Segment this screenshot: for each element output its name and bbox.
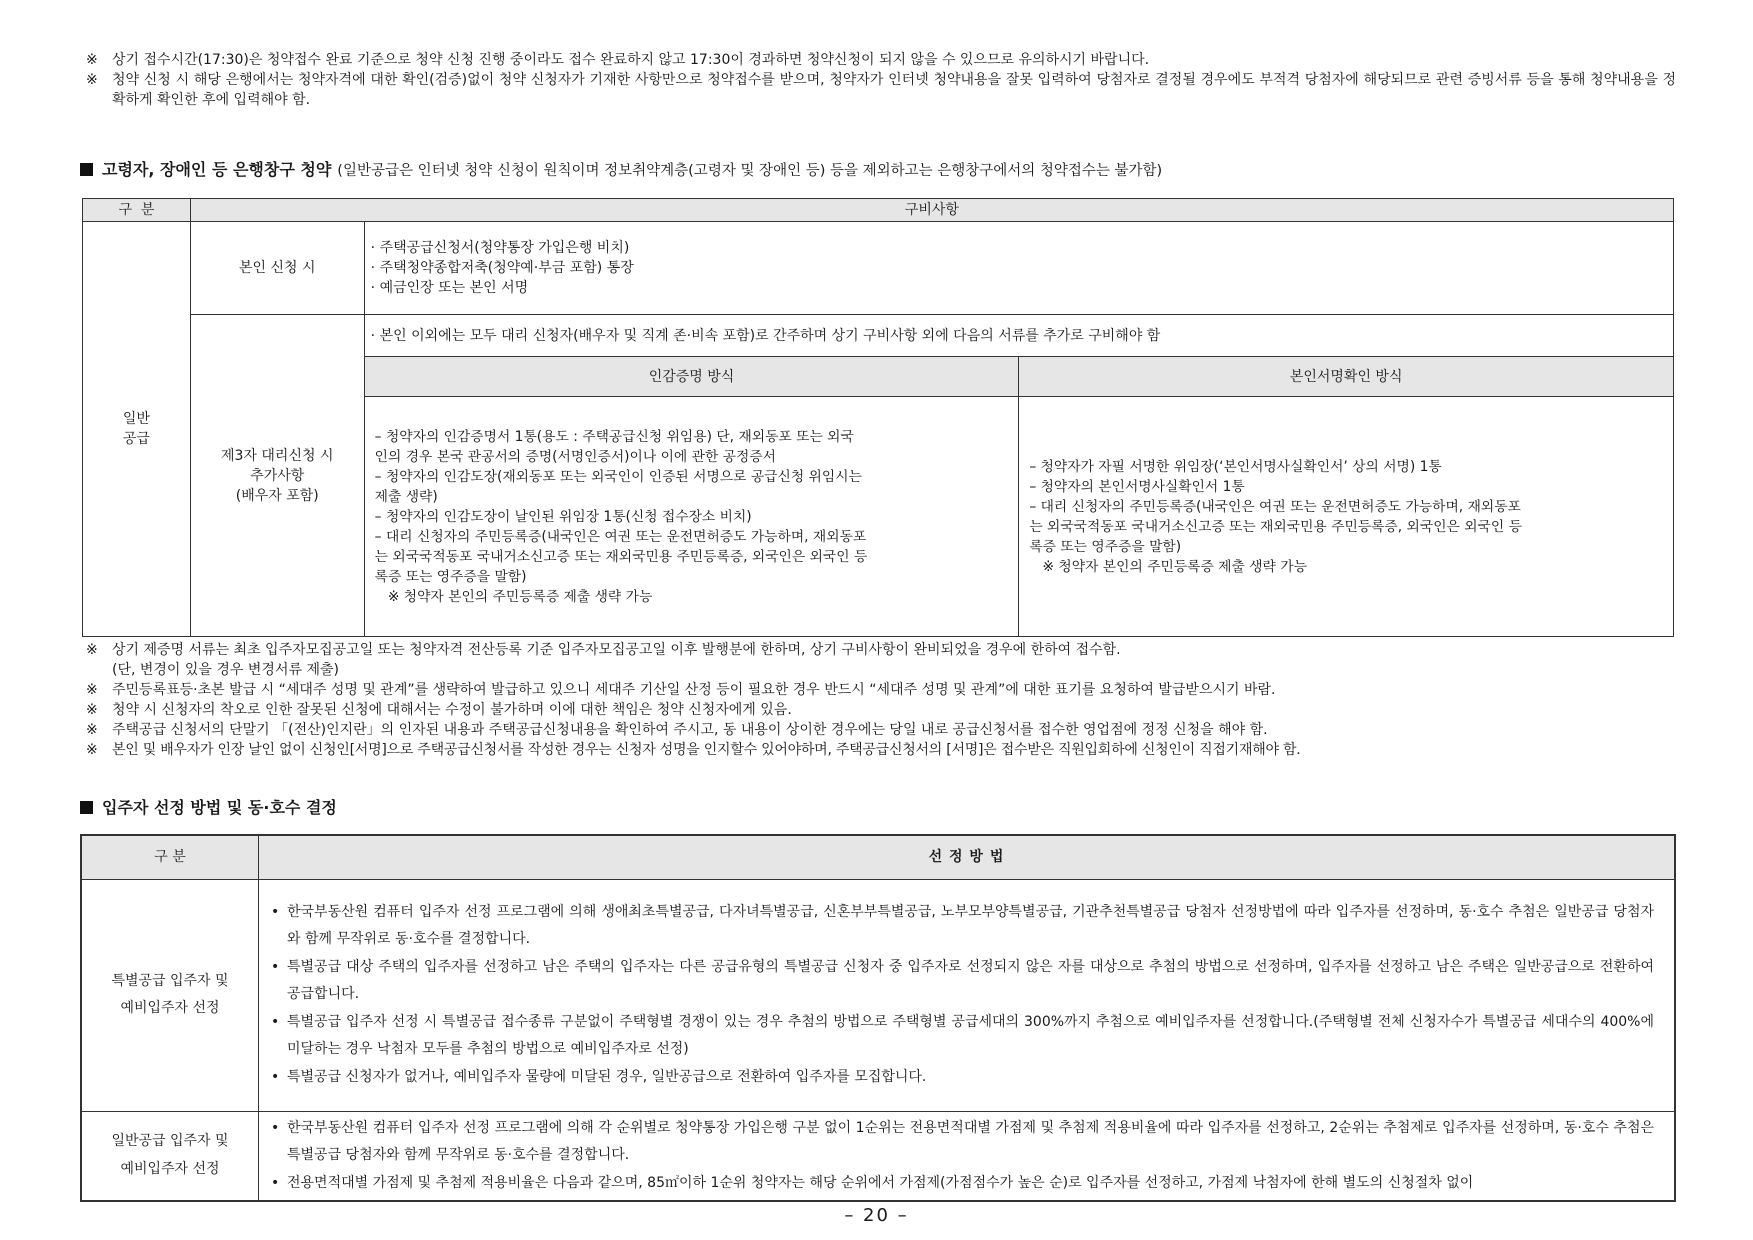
label-line: 제3자 대리신청 시 [221, 447, 334, 464]
note-mark: ※ [86, 72, 98, 88]
note-mark: ※ [86, 52, 98, 68]
detail-line: – 청약자가 자필 서명한 위임장(‘본인서명사실확인서’ 상의 서명) 1통 [1029, 458, 1442, 475]
detail-line: 록증 또는 영주증을 말함) [1029, 538, 1182, 555]
detail-line: – 대리 신청자의 주민등록증(내국인은 여권 또는 운전면허증도 가능하며, 재외동포 [1029, 498, 1521, 515]
table-header-category: 구 분 [83, 199, 191, 222]
detail-line: 인의 경우 본국 관공서의 증명(서명인증서)이나 이에 관한 공정증서 [374, 448, 776, 465]
detail-line: 는 외국국적동포 국내거소신고증 또는 재외국민용 주민등록증, 외국인은 외국인 등 [1029, 518, 1522, 535]
method-seal-details [364, 397, 1019, 637]
note-mark: ※ [86, 702, 98, 718]
detail-line: – 청약자의 본인서명사실확인서 1통 [1029, 478, 1245, 495]
self-requirements [364, 222, 1673, 315]
detail-line: 는 외국국적동포 국내거소신고증 또는 재외국민용 주민등록증, 외국인은 외국인 등 [374, 548, 868, 565]
mid-notes [86, 640, 1676, 760]
detail-line: ※ 청약자 본인의 주민등록증 제출 생략 가능 [374, 588, 653, 605]
note-mark: ※ [86, 682, 98, 698]
note-item [86, 700, 1676, 720]
note-text: 주민등록표등·초본 발급 시 “세대주 성명 및 관계”를 생략하여 발급하고 있으니 세대주 기산일 산정 등이 필요한 경우 반드시 “세대주 성명 및 관계”에 대한 표기를 요청하여 발급받으시기 바람. [112, 682, 1276, 698]
detail-line: – 청약자의 인감도장(재외동포 또는 외국인이 인증된 서명으로 공급신청 위임시는 [374, 468, 862, 485]
detail-line: ※ 청약자 본인의 주민등록증 제출 생략 가능 [1029, 558, 1307, 575]
method-seal-header: 인감증명 방식 [364, 357, 1019, 397]
row-label-general-supply [81, 1111, 259, 1201]
row-group-general-supply: 일반 공급 [83, 222, 191, 637]
note-item [86, 640, 1676, 660]
page-number: – 20 – [844, 1205, 909, 1226]
top-notes [86, 50, 1676, 110]
note-item [86, 70, 1676, 110]
label-line: (배우자 포함) [235, 487, 319, 504]
list-item: • 한국부동산원 컴퓨터 입주자 선정 프로그램에 의해 생애최초특별공급, 다자녀특별공급, 신혼부부특별공급, 노부모부양특별공급, 기관추천특별공급 당첨자 선정방법에 따라 입주자를 선정하며, 동·호수 추첨은 일반공급 당첨자와 함께 무작위로 동·호수를 결정합니다. [269, 899, 1654, 954]
note-text: 본인 및 배우자가 인장 날인 없이 신청인[서명]으로 주택공급신청서를 작성한 경우는 신청자 성명을 인지할수 있어야하며, 주택공급신청서의 [서명]은 접수받은 직원입회하에 신청인이 직접기재해야 함. [112, 742, 1301, 758]
label-line: 예비입주자 선정 [120, 1160, 220, 1177]
note-continuation: (단, 변경이 있을 경우 변경서류 제출) [112, 662, 339, 678]
table-header-category: 구 분 [81, 835, 259, 879]
section-heading [80, 159, 1162, 182]
note-item [86, 680, 1676, 700]
detail-line: – 청약자의 인감도장이 날인된 위임장 1통(신청 접수장소 비치) [374, 508, 752, 525]
note-text: 상기 제증명 서류는 최초 입주자모집공고일 또는 청약자격 전산등록 기준 입주자모집공고일 이후 발행분에 한하며, 상기 구비사항이 완비되었을 경우에 한하여 접수함. [112, 642, 1121, 658]
row-label-self: 본인 신청 시 [190, 222, 364, 315]
note-mark: ※ [86, 642, 98, 658]
table-header-requirements: 구비사항 [190, 199, 1673, 222]
note-item [86, 50, 1676, 70]
list-item: • 특별공급 신청자가 없거나, 예비입주자 물량에 미달된 경우, 일반공급으로 전환하여 입주자를 모집합니다. [269, 1064, 1654, 1092]
list-item: · 예금인장 또는 본인 서명 [370, 280, 529, 296]
selection-method-table [80, 834, 1676, 1202]
label-line: 일반공급 입주자 및 [111, 1133, 229, 1150]
list-item: • 특별공급 대상 주택의 입주자를 선정하고 남은 주택의 입주자는 다른 공급유형의 특별공급 신청자 중 입주자로 선정되지 않은 자를 대상으로 추첨의 방법으로 선정하며, 입주자를 선정하고 남은 주택은 일반공급으로 전환하여 공급합니다. [269, 954, 1654, 1009]
note-text: 주택공급 신청서의 단말기 「(전산)인지란」의 인자된 내용과 주택공급신청내용을 확인하여 주시고, 동 내용이 상이한 경우에는 당일 내로 공급신청서를 접수한 영업점에 정정 신청을 해야 함. [112, 722, 1268, 738]
list-item: • 한국부동산원 컴퓨터 입주자 선정 프로그램에 의해 각 순위별로 청약통장 가입은행 구분 없이 1순위는 전용면적대별 가점제 및 추첨제 적용비율에 따라 입주자를 선정하고, 2순위는 추첨제로 입주자를 선정하며, 동·호수 추첨은 특별공급 당첨자와 함께 무작위로 동·호수를 결정합니다. [269, 1115, 1654, 1170]
note-text: 청약 신청 시 해당 은행에서는 청약자격에 대한 확인(검증)없이 청약 신청자가 기재한 사항만으로 청약접수를 받으며, 청약자가 인터넷 청약내용을 잘못 입력하여 당첨자로 결정될 경우에도 부적격 당첨자에 해당되므로 관련 증빙서류 등을 통해 청약내용을 정확하게 확인한 후에 입력해야 함. [112, 72, 1676, 108]
square-bullet-icon [80, 163, 93, 176]
note-mark: ※ [86, 742, 98, 758]
section-title: 입주자 선정 방법 및 동·호수 결정 [102, 798, 337, 817]
list-item: · 주택공급신청서(청약통장 가입은행 비치) [370, 240, 630, 256]
label-line: 추가사항 [250, 467, 305, 484]
list-item: · 주택청약종합저축(청약예·부금 포함) 통장 [370, 260, 634, 276]
note-text: 청약 시 신청자의 착오로 인한 잘못된 신청에 대해서는 수정이 불가하며 이에 대한 책임은 청약 신청자에게 있음. [112, 702, 792, 718]
label-line: 특별공급 입주자 및 [111, 972, 229, 989]
note-mark: ※ [86, 722, 98, 738]
method-signature-details [1019, 397, 1674, 637]
note-item [86, 720, 1676, 740]
row-label-special-supply [81, 879, 259, 1111]
note-text: 상기 접수시간(17:30)은 청약접수 완료 기준으로 청약 신청 진행 중이라도 접수 완료하지 않고 17:30이 경과하면 청약신청이 되지 않을 수 있으므로 유의하시기 바랍니다. [112, 52, 1150, 68]
detail-line: 제출 생략) [374, 488, 438, 505]
method-signature-header: 본인서명확인 방식 [1019, 357, 1674, 397]
detail-line: 록증 또는 영주증을 말함) [374, 568, 527, 585]
detail-line: – 청약자의 인감증명서 1통(용도 : 주택공급신청 위임용) 단, 재외동포 또는 외국 [374, 428, 854, 445]
proxy-intro: · 본인 이외에는 모두 대리 신청자(배우자 및 직계 존·비속 포함)로 간주하며 상기 구비사항 외에 다음의 서류를 추가로 구비해야 함 [364, 315, 1673, 357]
section-heading [80, 797, 337, 819]
label-line: 예비입주자 선정 [120, 1000, 220, 1016]
special-supply-details [259, 879, 1676, 1111]
note-item [86, 740, 1676, 760]
general-supply-details [259, 1111, 1676, 1201]
table-header-method: 선 정 방 법 [259, 835, 1676, 879]
section-subtitle: (일반공급은 인터넷 청약 신청이 원칙이며 정보취약계층(고령자 및 장애인 등) 등을 제외하고는 은행창구에서의 청약접수는 불가함) [337, 163, 1163, 179]
detail-line: – 대리 신청자의 주민등록증(내국인은 여권 또는 운전면허증도 가능하며, 재외동포 [374, 528, 867, 545]
square-bullet-icon [80, 801, 93, 814]
list-item: • 특별공급 입주자 선정 시 특별공급 접수종류 구분없이 주택형별 경쟁이 있는 경우 추첨의 방법으로 주택형별 공급세대의 300%까지 추첨으로 예비입주자를 선정합니다.(주택형별 전체 신청자수가 특별공급 세대수의 400%에 미달하는 경우 낙첨자 모두를 추첨의 방법으로 예비입주자로 선정) [269, 1009, 1654, 1064]
list-item: • 전용면적대별 가점제 및 추첨제 적용비율은 다음과 같으며, 85㎡이하 1순위 청약자는 해당 순위에서 가점제(가점점수가 높은 순)로 입주자를 선정하고, 가점제 낙첨자에 한해 별도의 신청절차 없이 [269, 1170, 1654, 1198]
row-label-proxy [190, 315, 364, 637]
requirements-table [82, 198, 1674, 637]
section-title: 고령자, 장애인 등 은행창구 청약 [102, 160, 332, 179]
